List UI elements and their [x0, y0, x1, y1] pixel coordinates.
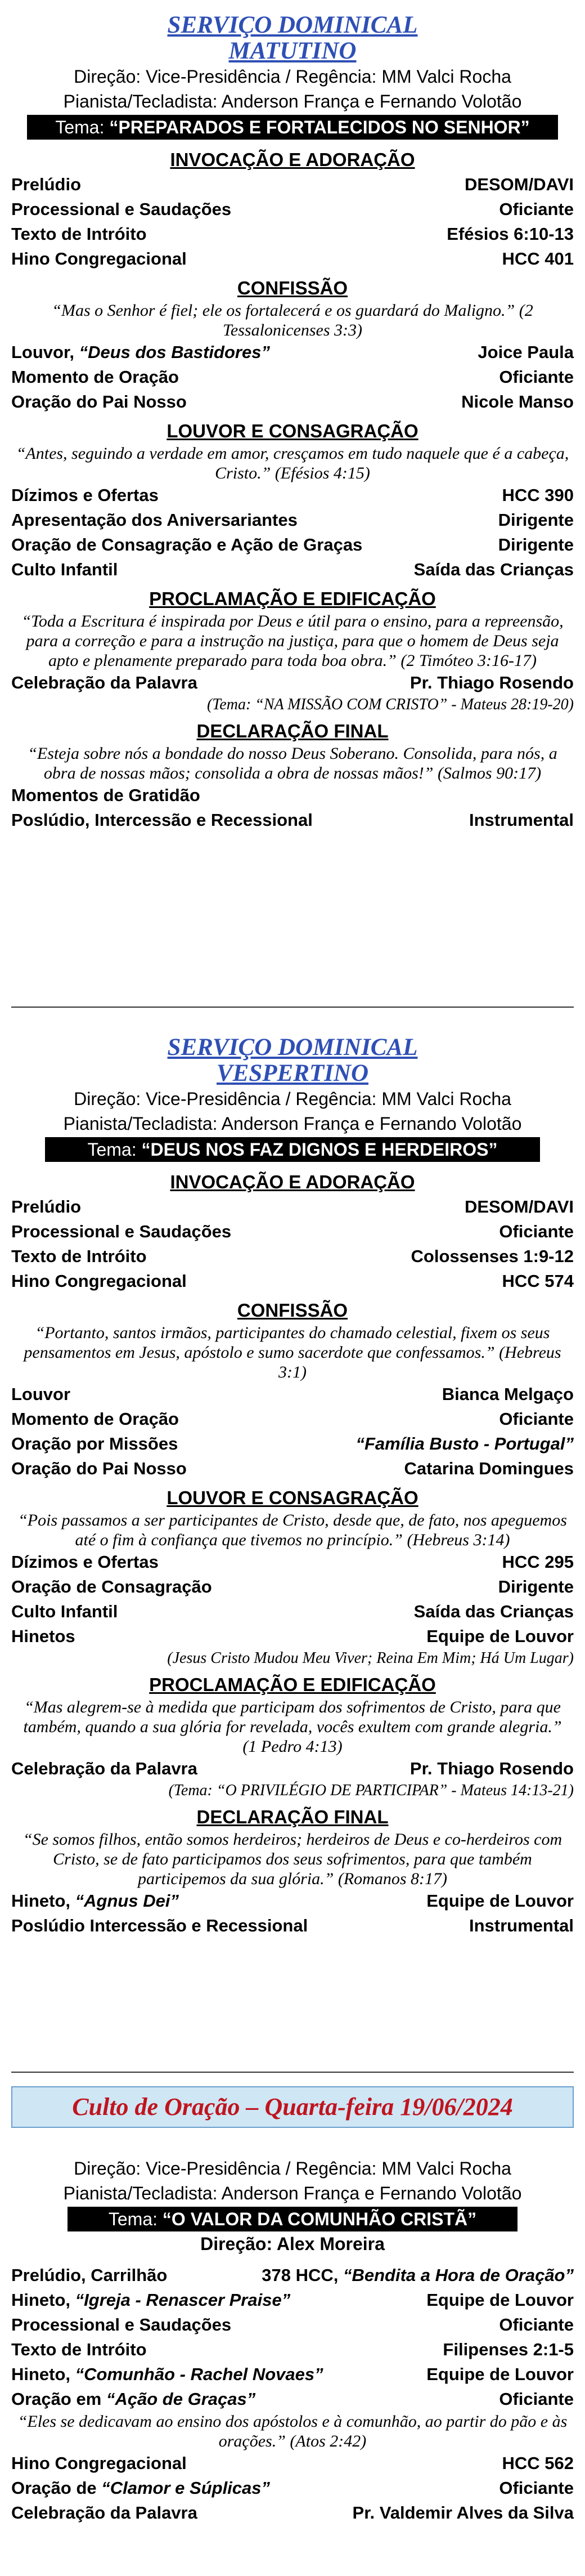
evening-proclamacao-quote: “Mas alegrem-se à medida que participam dos sofrimentos de Cristo, para que também, quando a sua glória for revelada, vocês exultem com grande alegria.” (1 Pedro 4:13): [23, 1698, 562, 1756]
evening-confissao-heading: CONFISSÃO: [237, 1300, 348, 1321]
row-value: Saída das Crianças: [413, 1602, 574, 1621]
row-value: HCC 562: [502, 2453, 574, 2473]
morning-theme-label: Tema:: [55, 117, 110, 137]
program-row: [11, 483, 574, 508]
row-label: Celebração da Palavra: [11, 673, 197, 692]
program-row: [11, 2313, 574, 2337]
evening-theme-label: Tema:: [87, 1139, 142, 1160]
morning-confissao-quote: “Mas o Senhor é fiel; ele os fortalecerá e os guardará do Maligno.” (2 Tessalonicenses 3:3): [52, 301, 533, 339]
row-value: Bianca Melgaço: [442, 1384, 574, 1404]
row-label: Processional e Saudações: [11, 1222, 232, 1241]
row-label: Prelúdio: [11, 175, 82, 194]
program-row: [11, 1432, 574, 1456]
evening-declaracao-heading: DECLARAÇÃO FINAL: [196, 1806, 389, 1827]
program-row: [11, 783, 574, 808]
row-value: HCC 390: [502, 485, 574, 505]
program-row: [11, 1456, 574, 1481]
row-label: Poslúdio Intercessão e Recessional: [11, 1916, 308, 1935]
program-row: [11, 1382, 574, 1407]
evening-title-line1: SERVIÇO DOMINICAL: [167, 1034, 418, 1061]
program-row: [11, 533, 574, 557]
prayer-quote: “Eles se dedicavam ao ensino dos apóstolos e à comunhão, ao partir do pão e às orações.” (Atos 2:42): [17, 2412, 568, 2450]
row-label: Texto de Intróito: [11, 1246, 147, 1266]
row-value: Dirigente: [498, 510, 574, 530]
row-label: [11, 2387, 255, 2412]
row-label: Louvor: [11, 1384, 71, 1404]
row-label: Prelúdio, Carrilhão: [11, 2265, 168, 2285]
row-label-text: Hineto,: [11, 2364, 75, 2384]
program-row: [11, 2288, 574, 2313]
row-label-italic: “Clamor e Súplicas”: [101, 2478, 271, 2498]
row-label-text: Hineto,: [11, 2290, 75, 2310]
program-row: [11, 1756, 574, 1781]
evening-louvor-heading: LOUVOR E CONSAGRAÇÃO: [166, 1487, 418, 1508]
evening-declaracao-quote: “Se somos filhos, então somos herdeiros; herdeiros de Deus e co-herdeiros com Cristo, se de fato participamos dos seus sofrimentos, para que também participemos da sua glória.” (Romanos 8:17): [22, 1830, 562, 1888]
evening-hinetos-list: (Jesus Cristo Mudou Meu Viver; Reina Em Mim; Há Um Lugar): [167, 1649, 574, 1667]
row-value: Oficiante: [499, 2315, 574, 2334]
program-row: [11, 1550, 574, 1575]
row-value: Filipenses 2:1-5: [443, 2340, 574, 2359]
evening-invocacao-heading: INVOCAÇÃO E ADORAÇÃO: [170, 1171, 415, 1192]
program-row: [11, 222, 574, 247]
evening-title-line2: VESPERTINO: [216, 1060, 368, 1086]
prayer-pianists: Pianista/Tecladista: Anderson França e Fernando Volotão: [63, 2183, 522, 2203]
evening-confissao-quote: “Portanto, santos irmãos, participantes do chamado celestial, fixem os seus pensamentos em Jesus, apóstolo e sumo sacerdote que confessamos.” (Hebreus 3:1): [24, 1323, 561, 1381]
program-row: [11, 1913, 574, 1938]
row-label: Culto Infantil: [11, 560, 118, 579]
row-label: Oração por Missões: [11, 1434, 178, 1454]
row-label: Hinetos: [11, 1626, 75, 1646]
morning-direction: Direção: Vice-Presidência / Regência: MM Valci Rocha: [74, 66, 511, 87]
evening-pianists: Pianista/Tecladista: Anderson França e Fernando Volotão: [63, 1113, 522, 1134]
evening-theme-bar: [45, 1137, 540, 1162]
morning-louvor-quote: “Antes, seguindo a verdade em amor, cresçamos em tudo naquele que é a cabeça, Cristo.” (Efésios 4:15): [16, 444, 569, 482]
morning-proclamacao-heading: PROCLAMAÇÃO E EDIFICAÇÃO: [149, 588, 436, 609]
morning-declaracao-heading: DECLARAÇÃO FINAL: [196, 721, 389, 741]
evening-sermon-theme: (Tema: “O PRIVILÉGIO DE PARTICIPAR” - Mateus 14:13-21): [168, 1782, 574, 1799]
row-label: Oração do Pai Nosso: [11, 1459, 187, 1478]
row-value: Efésios 6:10-13: [447, 224, 574, 244]
morning-theme: “PREPARADOS E FORTALECIDOS NO SENHOR”: [109, 117, 530, 137]
row-value: Saída das Crianças: [413, 560, 574, 579]
row-value: Equipe de Louvor: [426, 1891, 574, 1911]
row-label-italic: “Agnus Dei”: [75, 1891, 179, 1911]
prayer-service: [11, 2156, 574, 2525]
row-label: Oração do Pai Nosso: [11, 392, 187, 412]
program-row: [11, 1575, 574, 1599]
row-label-text: Oração em: [11, 2389, 106, 2409]
row-label: [11, 2362, 323, 2387]
row-value: HCC 401: [502, 249, 574, 269]
prayer-director: Direção: Alex Moreira: [200, 2234, 385, 2254]
row-value: Dirigente: [498, 1577, 574, 1596]
row-label: Processional e Saudações: [11, 199, 232, 219]
prayer-service-banner: [11, 2086, 574, 2128]
program-row: [11, 197, 574, 222]
prayer-theme-bar: [68, 2207, 518, 2231]
evening-direction: Direção: Vice-Presidência / Regência: MM Valci Rocha: [74, 1089, 511, 1109]
row-label: Texto de Intróito: [11, 224, 147, 244]
program-row: [11, 172, 574, 197]
row-value: Instrumental: [469, 810, 574, 830]
program-row: [11, 2362, 574, 2387]
row-value-text: 378 HCC,: [262, 2265, 343, 2285]
row-value: Instrumental: [469, 1916, 574, 1935]
morning-invocacao-heading: INVOCAÇÃO E ADORAÇÃO: [170, 149, 415, 170]
row-label: Momento de Oração: [11, 367, 179, 387]
program-row: [11, 808, 574, 833]
row-value: Dirigente: [498, 535, 574, 554]
row-label: Prelúdio: [11, 1197, 82, 1217]
program-row: [11, 247, 574, 271]
row-label: Momento de Oração: [11, 1409, 179, 1429]
row-label-italic: “Ação de Graças”: [106, 2389, 256, 2409]
row-value: HCC 295: [502, 1552, 574, 1572]
row-label: Oração de Consagração e Ação de Graças: [11, 535, 363, 554]
row-value: Oficiante: [499, 1409, 574, 1429]
program-row: [11, 1269, 574, 1294]
row-value-italic: “Bendita a Hora de Oração”: [343, 2265, 574, 2285]
row-label: Celebração da Palavra: [11, 2503, 197, 2523]
row-label: Hino Congregacional: [11, 1271, 187, 1291]
row-value: Catarina Domingues: [404, 1459, 574, 1478]
program-row: [11, 365, 574, 390]
row-value: Oficiante: [499, 199, 574, 219]
program-row: [11, 557, 574, 582]
evening-proclamacao-heading: PROCLAMAÇÃO E EDIFICAÇÃO: [149, 1674, 436, 1695]
row-value: Pr. Thiago Rosendo: [410, 673, 574, 692]
row-value-italic: “Família Busto - Portugal”: [356, 1434, 574, 1454]
program-row: [11, 1599, 574, 1624]
prayer-direction: Direção: Vice-Presidência / Regência: MM Valci Rocha: [74, 2158, 511, 2179]
row-label: Celebração da Palavra: [11, 1759, 197, 1778]
prayer-banner-title: Culto de Oração – Quarta-feira 19/06/2024: [72, 2093, 513, 2121]
row-value: Nicole Manso: [461, 392, 574, 412]
row-value: Pr. Valdemir Alves da Silva: [352, 2503, 574, 2523]
program-row: [11, 1624, 574, 1649]
program-row: [11, 508, 574, 533]
row-value: Equipe de Louvor: [426, 2290, 574, 2310]
program-row: [11, 2476, 574, 2501]
row-label: [11, 340, 270, 365]
morning-theme-bar: [27, 115, 558, 140]
evening-theme: “DEUS NOS FAZ DIGNOS E HERDEIROS”: [141, 1139, 498, 1160]
row-label: Hino Congregacional: [11, 249, 187, 269]
row-label: Processional e Saudações: [11, 2315, 232, 2334]
program-row: [11, 390, 574, 414]
row-value: Oficiante: [499, 1222, 574, 1241]
row-label-text: Louvor,: [11, 342, 79, 362]
morning-sermon-theme: (Tema: “NA MISSÃO COM CRISTO” - Mateus 28:19-20): [206, 696, 574, 713]
program-row: [11, 670, 574, 695]
prayer-theme-label: Tema:: [108, 2209, 163, 2229]
row-label: Dízimos e Ofertas: [11, 1552, 159, 1572]
program-row: [11, 1219, 574, 1244]
row-value: Pr. Thiago Rosendo: [410, 1759, 574, 1778]
row-value: DESOM/DAVI: [464, 1197, 574, 1217]
evening-louvor-quote: “Pois passamos a ser participantes de Cristo, desde que, de fato, nos apeguemos até o fim à confiança que tivemos no princípio.” (Hebreus 3:14): [18, 1511, 567, 1549]
morning-louvor-heading: LOUVOR E CONSAGRAÇÃO: [166, 421, 418, 441]
row-label: Oração de Consagração: [11, 1577, 212, 1596]
row-value: [262, 2263, 574, 2288]
morning-service: [11, 12, 574, 833]
program-row: [11, 340, 574, 365]
program-row: [11, 2501, 574, 2525]
morning-title-line2: MATUTINO: [228, 38, 357, 64]
row-label-italic: “Igreja - Renascer Praise”: [75, 2290, 291, 2310]
row-label: [11, 1889, 179, 1913]
row-label: Apresentação dos Aniversariantes: [11, 510, 298, 530]
program-row: [11, 1195, 574, 1219]
row-label: Culto Infantil: [11, 1602, 118, 1621]
row-value: Oficiante: [499, 2478, 574, 2498]
program-row: [11, 2337, 574, 2362]
section-divider: [11, 2072, 574, 2073]
program-row: [11, 2451, 574, 2476]
row-value: Equipe de Louvor: [426, 2364, 574, 2384]
evening-service: [11, 1035, 574, 1938]
row-label: [11, 2476, 270, 2501]
row-value: HCC 574: [502, 1271, 574, 1291]
row-label: [11, 2288, 290, 2313]
row-value: Colossenses 1:9-12: [411, 1246, 574, 1266]
program-row: [11, 1407, 574, 1432]
row-label: Poslúdio, Intercessão e Recessional: [11, 810, 313, 830]
row-label-text: Oração de: [11, 2478, 102, 2498]
section-divider: [11, 1007, 574, 1008]
morning-pianists: Pianista/Tecladista: Anderson França e Fernando Volotão: [63, 91, 522, 111]
row-value: Joice Paula: [478, 342, 574, 362]
row-label: Texto de Intróito: [11, 2340, 147, 2359]
row-value: DESOM/DAVI: [464, 175, 574, 194]
morning-declaracao-quote: “Esteja sobre nós a bondade do nosso Deus Soberano. Consolida, para nós, a obra de nossas mãos; consolida a obra de nossas mãos!” (Salmos 90:17): [28, 744, 557, 782]
morning-proclamacao-quote: “Toda a Escritura é inspirada por Deus e útil para o ensino, para a repreensão, para a correção e para a instrução na justiça, para que o homem de Deus seja apto e plenamente preparado para toda boa obra.” (2 Timóteo 3:16-17): [21, 612, 564, 670]
row-label: Momentos de Gratidão: [11, 785, 200, 805]
program-row: [11, 1244, 574, 1269]
row-label: Hino Congregacional: [11, 2453, 187, 2473]
prayer-theme: “O VALOR DA COMUNHÃO CRISTÃ”: [162, 2209, 477, 2229]
program-row: [11, 2263, 574, 2288]
row-value: Oficiante: [499, 367, 574, 387]
row-label-text: Hineto,: [11, 1891, 75, 1911]
program-row: [11, 1889, 574, 1913]
morning-confissao-heading: CONFISSÃO: [237, 278, 348, 298]
row-label: Dízimos e Ofertas: [11, 485, 159, 505]
program-row: [11, 2387, 574, 2412]
row-value: Equipe de Louvor: [426, 1626, 574, 1646]
row-label-italic: “Deus dos Bastidores”: [79, 342, 270, 362]
morning-title-line1: SERVIÇO DOMINICAL: [167, 12, 418, 38]
row-label-italic: “Comunhão - Rachel Novaes”: [75, 2364, 323, 2384]
row-value: Oficiante: [499, 2389, 574, 2409]
